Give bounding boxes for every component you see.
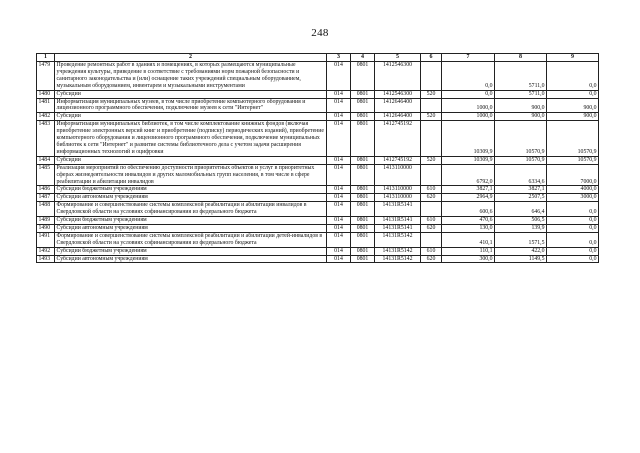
table-header-row: [37, 54, 599, 62]
amount-col7: 110,1: [442, 247, 495, 255]
table-row: [37, 224, 599, 232]
amount-col7: 2964,9: [442, 194, 495, 202]
expense-type-code: 610: [421, 217, 442, 225]
section-code: 0801: [351, 62, 375, 91]
table-row: [37, 113, 599, 121]
section-code: 0801: [351, 164, 375, 186]
expense-type-code: 610: [421, 247, 442, 255]
amount-col8: 5711,0: [495, 62, 547, 91]
section-code: 0801: [351, 186, 375, 194]
amount-col7: 410,1: [442, 232, 495, 247]
amount-col8: 139,9: [495, 224, 547, 232]
amount-col8: 900,0: [495, 98, 547, 113]
item-name: Субсидии автономным учреждениям: [55, 194, 327, 202]
page-number: 248: [311, 27, 329, 39]
column-header-8: 8: [495, 54, 547, 62]
amount-col8: 2507,5: [495, 194, 547, 202]
amount-col9: 900,0: [547, 98, 599, 113]
row-number: 1483: [37, 121, 55, 157]
section-code: 0801: [351, 113, 375, 121]
expense-type-code: 520: [421, 113, 442, 121]
item-name: Субсидии автономным учреждениям: [55, 224, 327, 232]
row-number: 1481: [37, 98, 55, 113]
amount-col8: 6334,6: [495, 164, 547, 186]
amount-col8: 506,5: [495, 217, 547, 225]
ministry-code: 014: [327, 255, 351, 263]
row-number: 1491: [37, 232, 55, 247]
target-article-code: 14131R5142: [375, 232, 421, 247]
amount-col8: 422,0: [495, 247, 547, 255]
amount-col7: 470,6: [442, 217, 495, 225]
table-row: [37, 247, 599, 255]
target-article-code: 14131R5142: [375, 247, 421, 255]
table-row: [37, 90, 599, 98]
expense-type-code: [421, 232, 442, 247]
row-number: 1489: [37, 217, 55, 225]
ministry-code: 014: [327, 194, 351, 202]
target-article-code: 14131R5141: [375, 202, 421, 217]
amount-col8: 5711,0: [495, 90, 547, 98]
amount-col8: 646,4: [495, 202, 547, 217]
table-row: [37, 186, 599, 194]
budget-table: [36, 53, 599, 263]
amount-col8: 900,0: [495, 113, 547, 121]
item-name: Реализация мероприятий по обеспечению доступности приоритетных объектов и услуг в приоритетных сферах жизнедеятельности инвалидов и других маломобильных групп населения, в том числе в сфере реабилитации и абилитации инвалидов: [55, 164, 327, 186]
amount-col7: 3827,1: [442, 186, 495, 194]
expense-type-code: [421, 164, 442, 186]
amount-col9: 10570,9: [547, 121, 599, 157]
table-row: [37, 98, 599, 113]
ministry-code: 014: [327, 202, 351, 217]
amount-col7: 0,0: [442, 90, 495, 98]
section-code: 0801: [351, 255, 375, 263]
column-header-1: 1: [37, 54, 55, 62]
amount-col9: 0,0: [547, 217, 599, 225]
ministry-code: 014: [327, 217, 351, 225]
amount-col8: 10570,9: [495, 156, 547, 164]
amount-col9: 0,0: [547, 62, 599, 91]
section-code: 0801: [351, 232, 375, 247]
expense-type-code: 620: [421, 194, 442, 202]
row-number: 1487: [37, 194, 55, 202]
expense-type-code: [421, 121, 442, 157]
row-number: 1492: [37, 247, 55, 255]
target-article-code: 1413110000: [375, 186, 421, 194]
amount-col7: 0,0: [442, 62, 495, 91]
section-code: 0801: [351, 247, 375, 255]
column-header-4: 4: [351, 54, 375, 62]
expense-type-code: 520: [421, 90, 442, 98]
item-name: Субсидии автономным учреждениям: [55, 255, 327, 263]
target-article-code: 14131R5141: [375, 217, 421, 225]
item-name: Субсидии: [55, 90, 327, 98]
ministry-code: 014: [327, 156, 351, 164]
row-number: 1484: [37, 156, 55, 164]
amount-col9: 7000,0: [547, 164, 599, 186]
target-article-code: 1413110000: [375, 194, 421, 202]
table-body: [37, 62, 599, 263]
expense-type-code: [421, 98, 442, 113]
table-row: [37, 156, 599, 164]
expense-type-code: 520: [421, 156, 442, 164]
ministry-code: 014: [327, 121, 351, 157]
expense-type-code: 620: [421, 255, 442, 263]
table-row: [37, 232, 599, 247]
ministry-code: 014: [327, 224, 351, 232]
column-header-5: 5: [375, 54, 421, 62]
row-number: 1485: [37, 164, 55, 186]
amount-col7: 600,6: [442, 202, 495, 217]
section-code: 0801: [351, 90, 375, 98]
amount-col7: 1000,0: [442, 113, 495, 121]
table-row: [37, 164, 599, 186]
item-name: Информатизация муниципальных музеев, в том числе приобретение компьютерного оборудования и лицензионного программного обеспечения, подключение музеев к сети "Интернет": [55, 98, 327, 113]
row-number: 1480: [37, 90, 55, 98]
amount-col9: 0,0: [547, 202, 599, 217]
amount-col9: 4000,0: [547, 186, 599, 194]
table-row: [37, 194, 599, 202]
table-row: [37, 121, 599, 157]
target-article-code: 1412546300: [375, 62, 421, 91]
amount-col7: 10309,9: [442, 156, 495, 164]
section-code: 0801: [351, 217, 375, 225]
item-name: Субсидии бюджетным учреждениям: [55, 217, 327, 225]
expense-type-code: [421, 202, 442, 217]
item-name: Информатизация муниципальных библиотек, в том числе комплектование книжных фондов (включая приобретение электронных версий книг и приобретение (подписку) периодических изданий), приобретение компьютерного оборудования и лицензионного программного обеспечения, подключение муниципальных библиотек к сети "Интернет" и развитие системы библиотечного дела с учетом задачи расширения информационных технологий и оцифровки: [55, 121, 327, 157]
column-header-3: 3: [327, 54, 351, 62]
column-header-9: 9: [547, 54, 599, 62]
amount-col7: 10309,9: [442, 121, 495, 157]
item-name: Субсидии: [55, 113, 327, 121]
amount-col7: 6792,0: [442, 164, 495, 186]
item-name: Формирование и совершенствование системы комплексной реабилитации и абилитации детей-инвалидов в Свердловской области на условиях софинансирования из федерального бюджета: [55, 232, 327, 247]
ministry-code: 014: [327, 186, 351, 194]
amount-col8: 10570,9: [495, 121, 547, 157]
ministry-code: 014: [327, 90, 351, 98]
target-article-code: 14131R5141: [375, 224, 421, 232]
section-code: 0801: [351, 194, 375, 202]
amount-col9: 0,0: [547, 224, 599, 232]
row-number: 1488: [37, 202, 55, 217]
row-number: 1482: [37, 113, 55, 121]
target-article-code: 1412745192: [375, 156, 421, 164]
amount-col9: 10570,9: [547, 156, 599, 164]
row-number: 1479: [37, 62, 55, 91]
section-code: 0801: [351, 156, 375, 164]
expense-type-code: 620: [421, 224, 442, 232]
amount-col9: 900,0: [547, 113, 599, 121]
table-row: [37, 62, 599, 91]
table-row: [37, 217, 599, 225]
amount-col7: 300,0: [442, 255, 495, 263]
column-header-7: 7: [442, 54, 495, 62]
item-name: Субсидии бюджетным учреждениям: [55, 247, 327, 255]
amount-col7: 130,0: [442, 224, 495, 232]
ministry-code: 014: [327, 98, 351, 113]
amount-col8: 1571,5: [495, 232, 547, 247]
table-row: [37, 255, 599, 263]
item-name: Формирование и совершенствование системы комплексной реабилитации и абилитации инвалидов в Свердловской области на условиях софинансирования из федерального бюджета: [55, 202, 327, 217]
section-code: 0801: [351, 98, 375, 113]
row-number: 1493: [37, 255, 55, 263]
target-article-code: 1412646400: [375, 98, 421, 113]
amount-col9: 0,0: [547, 255, 599, 263]
ministry-code: 014: [327, 247, 351, 255]
amount-col9: 0,0: [547, 232, 599, 247]
amount-col7: 1000,0: [442, 98, 495, 113]
section-code: 0801: [351, 202, 375, 217]
amount-col9: 0,0: [547, 247, 599, 255]
target-article-code: 1413110000: [375, 164, 421, 186]
target-article-code: 1412745192: [375, 121, 421, 157]
amount-col9: 0,0: [547, 90, 599, 98]
amount-col9: 3000,0: [547, 194, 599, 202]
target-article-code: 1412646400: [375, 113, 421, 121]
row-number: 1486: [37, 186, 55, 194]
ministry-code: 014: [327, 113, 351, 121]
table-row: [37, 202, 599, 217]
target-article-code: 14131R5142: [375, 255, 421, 263]
item-name: Проведение ремонтных работ в зданиях и помещениях, в которых размещаются муниципальные учреждения культуры, приведение в соответствие с требованиями норм пожарной безопасности и санитарного законодательства и (или) оснащение таких учреждений специальным оборудованием, музыкальным оборудованием, инвентарем и музыкальными инструментами: [55, 62, 327, 91]
column-header-6: 6: [421, 54, 442, 62]
item-name: Субсидии бюджетным учреждениям: [55, 186, 327, 194]
ministry-code: 014: [327, 62, 351, 91]
row-number: 1490: [37, 224, 55, 232]
amount-col8: 1149,5: [495, 255, 547, 263]
column-header-2: 2: [55, 54, 327, 62]
ministry-code: 014: [327, 164, 351, 186]
section-code: 0801: [351, 121, 375, 157]
ministry-code: 014: [327, 232, 351, 247]
target-article-code: 1412546300: [375, 90, 421, 98]
expense-type-code: 610: [421, 186, 442, 194]
expense-type-code: [421, 62, 442, 91]
amount-col8: 3827,1: [495, 186, 547, 194]
item-name: Субсидии: [55, 156, 327, 164]
section-code: 0801: [351, 224, 375, 232]
